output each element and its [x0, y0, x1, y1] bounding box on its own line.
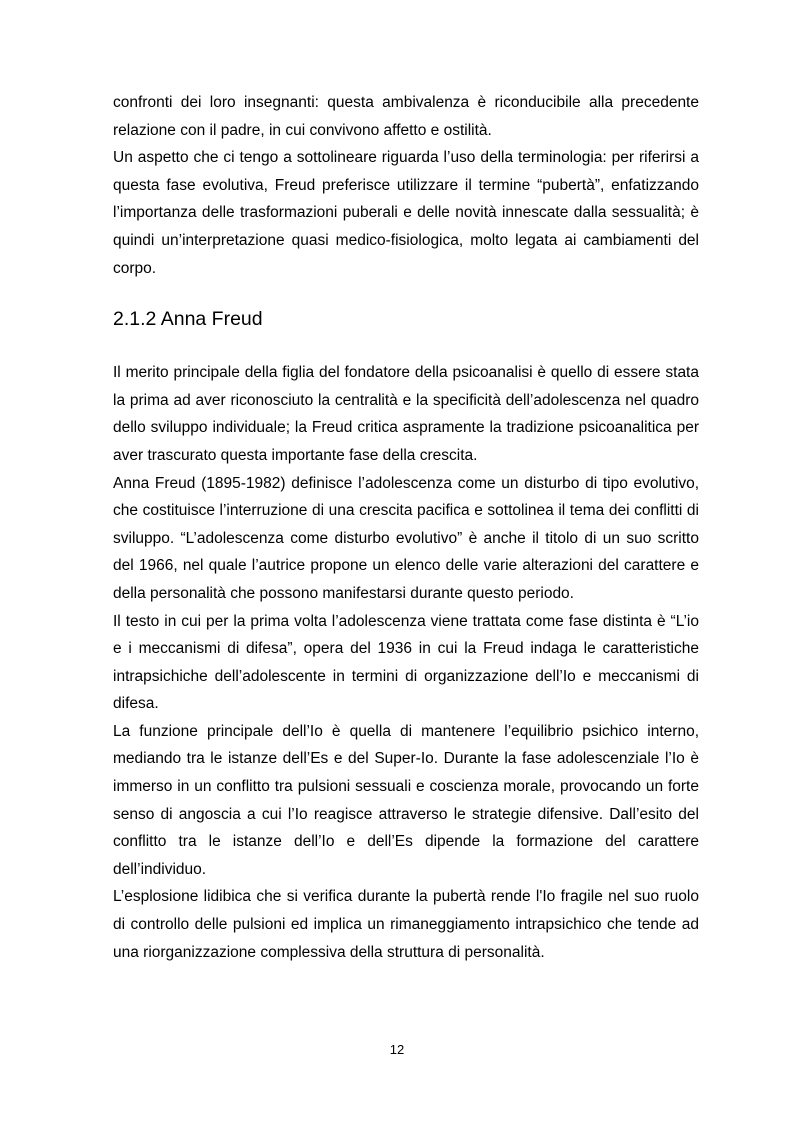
body-paragraph: La funzione principale dell’Io è quella di mantenere l’equilibrio psichico interno, mediando tra le istanze dell’Es e del Super-Io. Durante la fase adolescenziale l’Io è immerso in un conflitto tra pulsioni sessuali e coscienza morale, provocando un forte senso di angoscia a cui l’Io reagisce attraverso le strategie difensive. Dall’esito del conflitto tra le istanze dell’Io e dell’Es dipende la formazione del carattere dell’individuo. [113, 722, 699, 878]
body-paragraph: Il testo in cui per la prima volta l’adolescenza viene trattata come fase distinta è “L’io e i meccanismi di difesa”, opera del 1936 in cui la Freud indaga le caratteristiche intrapsichiche dell’adolescente in termini di organizzazione dell’Io e meccanismi di difesa. [113, 612, 699, 713]
body-paragraph: Il merito principale della figlia del fondatore della psicoanalisi è quello di essere stata la prima ad aver riconosciuto la centralità e la specificità dell’adolescenza nel quadro dello sviluppo individuale; la Freud critica aspramente la tradizione psicoanalitica per aver trascurato questa importante fase della crescita. [113, 364, 699, 464]
body-paragraph: L’esplosione lidibica che si verifica durante la pubertà rende l'Io fragile nel suo ruolo di controllo delle pulsioni ed implica un rimaneggiamento intrapsichico che tende ad una riorganizzazione complessiva della struttura di personalità. [113, 888, 699, 961]
page-number: 12 [389, 1042, 405, 1057]
body-paragraph: Anna Freud (1895-1982) definisce l’adolescenza come un disturbo di tipo evolutivo, che costituisce l’interruzione di una crescita pacifica e sottolinea il tema dei conflitti di sviluppo. “L’adolescenza come disturbo evolutivo” è anche il titolo di un suo scritto del 1966, nel quale l’autrice propone un elenco delle varie alterazioni del carattere e della personalità che possono manifestarsi durante questo periodo. [113, 474, 699, 602]
page-content [113, 89, 699, 966]
body-paragraph: Un aspetto che ci tengo a sottolineare riguarda l’uso della terminologia: per riferirsi a questa fase evolutiva, Freud preferisce utilizzare il termine “pubertà”, enfatizzando l’importanza delle trasformazioni puberali e delle novità innescate dalla sessualità; è quindi un’interpretazione quasi medico-fisiologica, molto legata ai cambiamenti del corpo. [113, 149, 699, 277]
body-paragraph: confronti dei loro insegnanti: questa ambivalenza è riconducibile alla precedente relazione con il padre, in cui convivono affetto e ostilità. [113, 94, 699, 139]
section-heading: 2.1.2 Anna Freud [113, 308, 263, 331]
